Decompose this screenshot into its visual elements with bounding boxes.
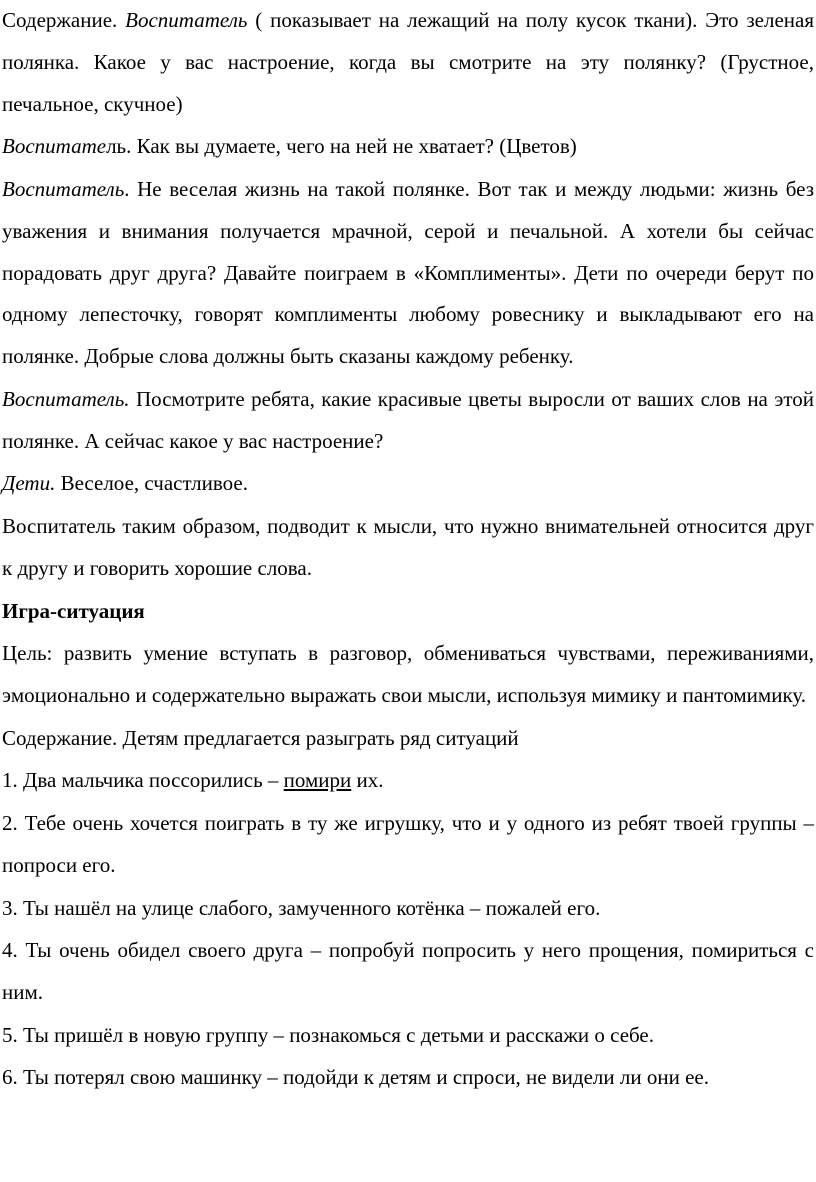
list-item: 2. Тебе очень хочется поиграть в ту же игрушку, что и у одного из ребят твоей группы – попроси его. xyxy=(2,811,814,877)
list-item: 6. Ты потерял свою машинку – подойди к детям и спроси, не видели ли они ее. xyxy=(2,1065,709,1090)
list-item xyxy=(2,760,814,802)
paragraph-question xyxy=(2,126,814,168)
paragraph-text: Посмотрите ребята, какие красивые цветы выросли от ваших слов на этой полянке. А сейчас какое у вас настроение? xyxy=(2,386,815,453)
list-item: 5. Ты пришёл в новую группу – познакомься с детьми и расскажи о себе. xyxy=(2,1022,655,1047)
speaker-educator-suffix: ль. xyxy=(106,134,132,159)
paragraph-text: Как вы думаете, чего на ней не хватает? (Цветов) xyxy=(136,134,577,159)
section-heading: Игра-ситуация xyxy=(2,598,145,623)
speaker-educator: Воспитате xyxy=(2,134,107,159)
speaker-children: Дети. xyxy=(2,471,56,496)
paragraph-flowers xyxy=(2,379,814,463)
list-item-text: их. xyxy=(351,768,384,793)
paragraph-goal: Цель: развить умение вступать в разговор, обмениваться чувствами, переживаниями, эмоционально и содержательно выражать свои мысли, используя мимику и пантомимику. xyxy=(2,641,814,707)
speaker-educator: Воспитатель xyxy=(125,8,248,32)
paragraph-intro xyxy=(2,0,814,125)
content-label: Содержание. xyxy=(2,8,118,32)
list-item-text: 1. Два мальчика поссорились – xyxy=(2,768,284,793)
paragraph-content: Содержание. Детям предлагается разыграть ряд ситуаций xyxy=(2,725,519,750)
underlined-word: помири xyxy=(283,768,352,793)
speaker-educator: Воспитатель xyxy=(2,176,125,201)
speaker-educator: Воспитатель. xyxy=(2,386,130,411)
list-item: 4. Ты очень обидел своего друга – попробуй попросить у него прощения, помириться с ним. xyxy=(2,938,814,1005)
paragraph-text: ( показывает на лежащий на полу кусок ткани). Это зеленая полянка. Какое у вас настроение, когда вы смотрите на эту полянку? (Грустное, печальное, скучное) xyxy=(2,8,815,116)
paragraph-children xyxy=(2,463,814,505)
paragraph-conclusion xyxy=(2,506,814,590)
paragraph-text: Воспитатель таким образом, подводит к мысли, что нужно внимательней относится друг к другу и говорить хорошие слова. xyxy=(2,514,814,580)
list-item: 3. Ты нашёл на улице слабого, замученного котёнка – пожалей его. xyxy=(2,895,601,920)
paragraph-text: Веселое, счастливое. xyxy=(60,471,248,496)
paragraph-compliments xyxy=(2,169,814,378)
paragraph-text: . Не веселая жизнь на такой полянке. Вот так и между людьми: жизнь без уважения и внимания получается мрачной, серой и печальной. А хотели бы сейчас порадовать друг друга? Давайте поиграем в «Комплименты». Дети по очереди берут по одному лепесточку, говорят комплименты любому ровеснику и выкладывают его на полянке. Добрые слова должны быть сказаны каждому ребенку. xyxy=(2,176,814,369)
